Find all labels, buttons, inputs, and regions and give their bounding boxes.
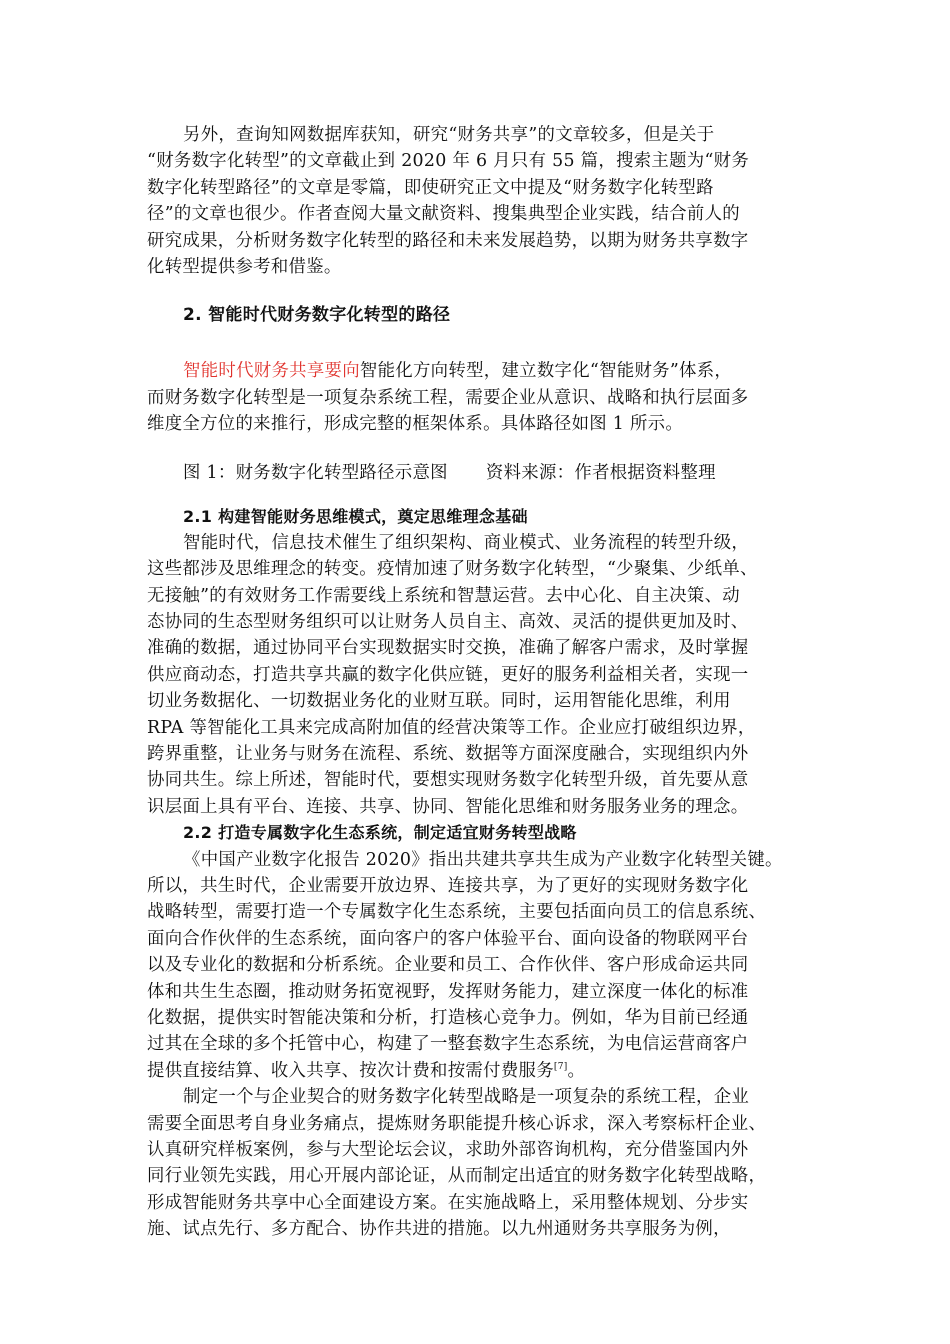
paragraph-line: 另外，查询知网数据库获知，研究“财务共享”的文章较多，但是关于 [183, 125, 715, 145]
paragraph-line: 研究成果，分析财务数字化转型的路径和未来发展趋势，以期为财务共享数字 [147, 230, 749, 251]
paragraph-line: 战略转型，需要打造一个专属数字化生态系统，主要包括面向员工的信息系统、 [147, 902, 767, 923]
citation-marker: [7] [553, 1061, 568, 1072]
section-2-2-paragraph-a [147, 847, 817, 1085]
path-intro-paragraph [147, 358, 817, 437]
paragraph-line: 数字化转型路径”的文章是零篇，即使研究正文中提及“财务数字化转型路 [147, 177, 714, 198]
document-body [147, 122, 817, 1242]
paragraph-line: 化转型提供参考和借鉴。 [147, 256, 342, 277]
paragraph-line [147, 358, 817, 384]
figure-caption [147, 460, 817, 486]
paragraph-line: 切业务数据化、一切数据业务化的业财互联。同时，运用智能化思维，利用 [147, 691, 731, 712]
paragraph-text: 智能化方向转型，建立数字化“智能财务”体系， [359, 361, 733, 382]
paragraph-line: 协同共生。综上所述，智能时代，要想实现财务数字化转型升级，首先要从意 [147, 770, 749, 791]
paragraph-line: 施、试点先行、多方配合、协作共进的措施。以九州通财务共享服务为例， [147, 1219, 731, 1240]
paragraph-line: 识层面上具有平台、连接、共享、协同、智能化思维和财务服务业务的理念。 [147, 796, 749, 817]
highlighted-text: 智能时代财务共享要向 [183, 361, 360, 382]
paragraph-line: 认真研究样板案例，参与大型论坛会议，求助外部咨询机构，充分借鉴国内外 [147, 1139, 749, 1160]
paragraph-line: 这些都涉及思维理念的转变。疫情加速了财务数字化转型，“少聚集、少纸单、 [147, 559, 758, 580]
paragraph-line: RPA 等智能化工具来完成高附加值的经营决策等工作。企业应打破组织边界， [147, 717, 756, 738]
paragraph-line: 需要全面思考自身业务痛点，提炼财务职能提升核心诉求，深入考察标杆企业、 [147, 1113, 767, 1134]
section-2-1-paragraph [147, 530, 817, 820]
paragraph-line: 以及专业化的数据和分析系统。企业要和员工、合作伙伴、客户形成命运共同 [147, 955, 749, 976]
paragraph-line: 过其在全球的多个托管中心，构建了一整套数字生态系统，为电信运营商客户 [147, 1034, 749, 1055]
subsection-heading-2-1: 2.1 构建智能财务思维模式，奠定思维理念基础 [183, 506, 528, 526]
paragraph-line: 径”的文章也很少。作者查阅大量文献资料、搜集典型企业实践，结合前人的 [147, 204, 740, 225]
paragraph-line: 供应商动态，打造共享共赢的数字化供应链，更好的服务利益相关者，实现一 [147, 664, 749, 685]
paragraph-line: “财务数字化转型”的文章截止到 2020 年 6 月只有 55 篇，搜索主题为“财务 [147, 151, 750, 172]
paragraph-line: 同行业领先实践，用心开展内部论证，从而制定出适宜的财务数字化转型战略， [147, 1166, 767, 1187]
paragraph-line: 态协同的生态型财务组织可以让财务人员自主、高效、灵活的提供更加及时、 [147, 612, 749, 633]
paragraph-line: 无接触”的有效财务工作需要线上系统和智慧运营。去中心化、自主决策、动 [147, 585, 740, 606]
paragraph-line: 所以，共生时代，企业需要开放边界、连接共享，为了更好的实现财务数字化 [147, 875, 749, 896]
section-2-2-paragraph-b [147, 1084, 817, 1242]
paragraph-line: 而财务数字化转型是一项复杂系统工程，需要企业从意识、战略和执行层面多 [147, 387, 749, 408]
paragraph-line: 准确的数据，通过协同平台实现数据实时交换，准确了解客户需求，及时掌握 [147, 638, 749, 659]
figure-source: 资料来源：作者根据资料整理 [485, 462, 716, 483]
paragraph-text: 提供直接结算、收入共享、按次计费和按需付费服务 [147, 1060, 554, 1081]
paragraph-line: 跨界重整，让业务与财务在流程、系统、数据等方面深度融合，实现组织内外 [147, 744, 749, 765]
paragraph-line: 《中国产业数字化报告 2020》指出共建共享共生成为产业数字化转型关键。 [183, 849, 783, 870]
figure-label: 图 1：财务数字化转型路径示意图 [183, 462, 448, 483]
paragraph-text: 。 [567, 1060, 586, 1081]
subsection-heading-2-2: 2.2 打造专属数字化生态系统，制定适宜财务转型战略 [183, 823, 577, 843]
paragraph-line: 智能时代，信息技术催生了组织架构、商业模式、业务流程的转型升级， [183, 532, 750, 553]
paragraph-line: 面向合作伙伴的生态系统，面向客户的客户体验平台、面向设备的物联网平台 [147, 928, 749, 949]
intro-paragraph [147, 122, 817, 280]
paragraph-line: 形成智能财务共享中心全面建设方案。在实施战略上，采用整体规划、分步实 [147, 1192, 749, 1213]
paragraph-line: 维度全方位的来推行，形成完整的框架体系。具体路径如图 1 所示。 [147, 414, 684, 435]
paragraph-line [147, 1058, 817, 1084]
paragraph-line: 制定一个与企业契合的财务数字化转型战略是一项复杂的系统工程，企业 [183, 1087, 750, 1108]
paragraph-line: 化数据，提供实时智能决策和分析，打造核心竞争力。例如，华为目前已经通 [147, 1007, 749, 1028]
paragraph-line: 体和共生生态圈，推动财务拓宽视野，发挥财务能力，建立深度一体化的标准 [147, 981, 749, 1002]
section-heading: 2. 智能时代财务数字化转型的路径 [183, 305, 451, 326]
